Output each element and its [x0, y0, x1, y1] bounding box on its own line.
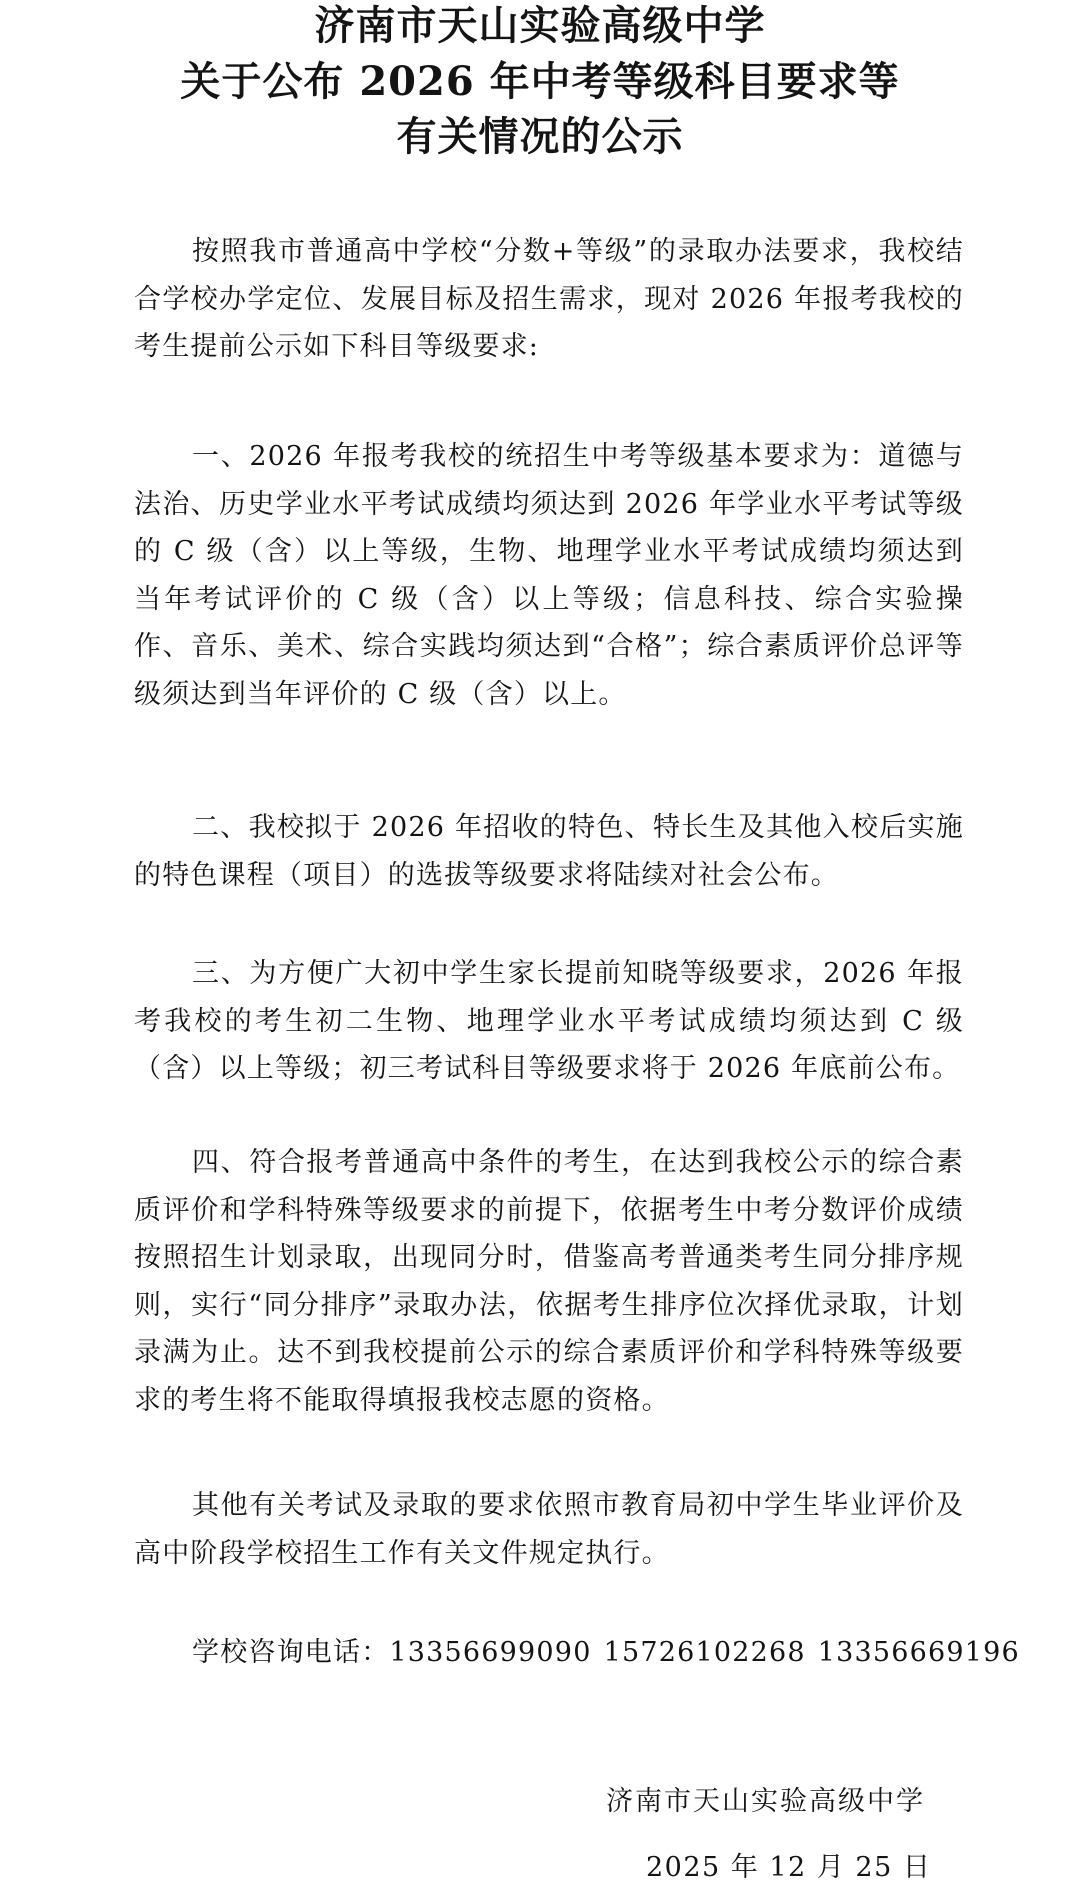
signature-date: 2025 年 12 月 25 日: [646, 1852, 932, 1883]
requirement-item-4: 四、符合报考普通高中条件的考生，在达到我校公示的综合素质评价和学科特殊等级要求的前提下，依据考生中考分数评价成绩按照招生计划录取，出现同分时，借鉴高考普通类考生同分排序规则，实行“同分排序”录取办法，依据考生排序位次择优录取，计划录满为止。达不到我校提前公示的综合素质评价和学科特殊等级要求的考生将不能取得填报我校志愿的资格。: [134, 1147, 964, 1416]
signature-organization: 济南市天山实验高级中学: [606, 1786, 925, 1817]
contact-label: 学校咨询电话：: [192, 1637, 390, 1668]
contact-phone-3: 13356669196: [817, 1637, 1020, 1668]
requirement-item-1: 一、2026 年报考我校的统招生中考等级基本要求为：道德与法治、历史学业水平考试成绩均须达到 2026 年学业水平考试等级的 C 级（含）以上等级，生物、地理学业水平考试成绩均须达到当年考试评价的 C 级（含）以上等级；信息科技、综合实验操作、音乐、美术、综合实践均须达到“合格”；综合素质评价总评等级须达到当年评价的 C 级（含）以上。: [134, 441, 964, 710]
title-line-subject: 关于公布 2026 年中考等级科目要求等: [180, 58, 900, 105]
contact-phone-2: 15726102268: [603, 1637, 806, 1668]
contact-phone-1: 13356699090: [389, 1637, 592, 1668]
requirement-item-3: 三、为方便广大初中学生家长提前知晓等级要求，2026 年报考我校的考生初二生物、地理学业水平考试成绩均须达到 C 级（含）以上等级；初三考试科目等级要求将于 2026 年底前公布。: [134, 958, 964, 1084]
title-line-topic: 有关情况的公示: [396, 113, 684, 160]
other-requirements-paragraph: 其他有关考试及录取的要求依照市教育局初中学生毕业评价及高中阶段学校招生工作有关文件规定执行。: [134, 1490, 964, 1569]
intro-paragraph: 按照我市普通高中学校“分数+等级”的录取办法要求，我校结合学校办学定位、发展目标及招生需求，现对 2026 年报考我校的考生提前公示如下科目等级要求:: [134, 236, 964, 362]
requirement-item-2: 二、我校拟于 2026 年招收的特色、特长生及其他入校后实施的特色课程（项目）的选拔等级要求将陆续对社会公布。: [134, 812, 964, 891]
title-line-school: 济南市天山实验高级中学: [314, 2, 766, 49]
contact-line: [134, 1633, 1020, 1673]
